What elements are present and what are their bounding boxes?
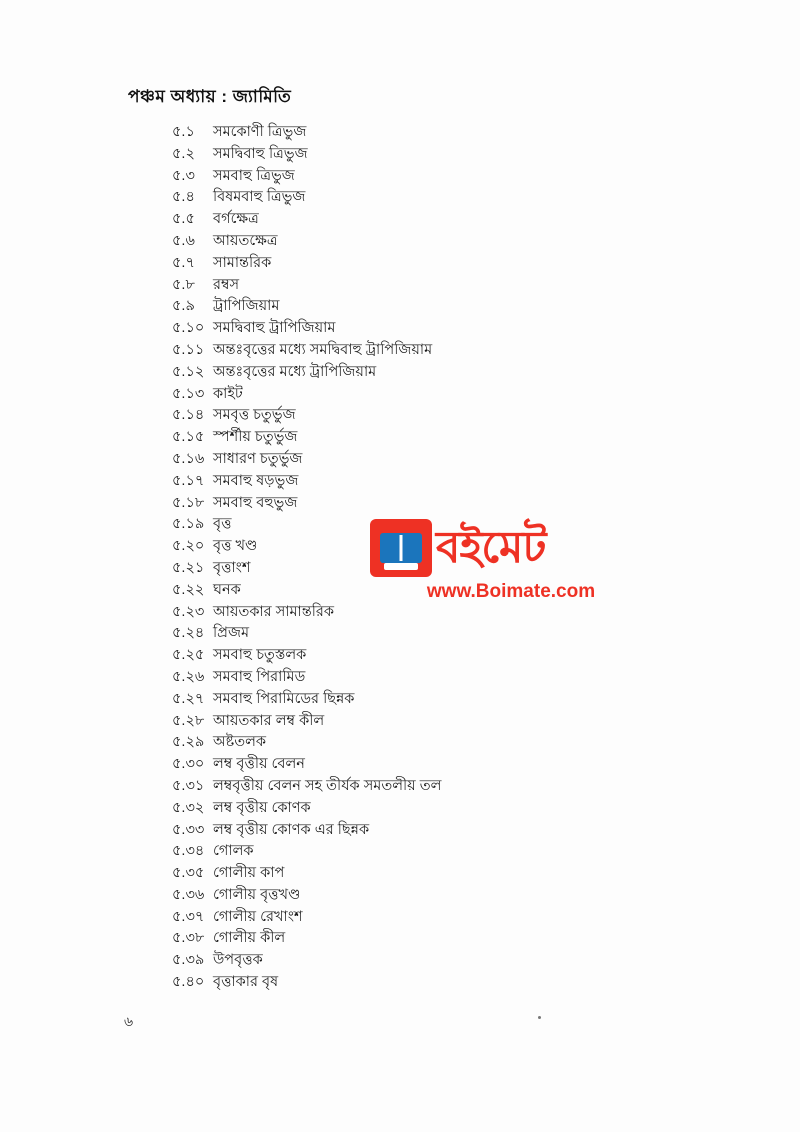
list-item xyxy=(172,580,688,602)
list-item xyxy=(172,798,688,820)
list-item xyxy=(172,950,688,972)
toc-item-number: ৫.৮ xyxy=(172,276,195,293)
list-item xyxy=(172,754,688,776)
toc-item-number: ৫.২৯ xyxy=(172,734,205,751)
toc-item-number: ৫.২০ xyxy=(172,538,205,555)
toc-item-number: ৫.৩১ xyxy=(172,777,205,794)
toc-item-number: ৫.১৭ xyxy=(172,472,205,489)
toc-item-number: ৫.১৫ xyxy=(172,429,205,446)
toc-item-number: ৫.২ xyxy=(172,145,195,162)
list-item xyxy=(172,231,688,253)
toc-item-label: লম্ব বৃত্তীয় কোণক xyxy=(213,799,311,816)
toc-item-number: ৫.২৪ xyxy=(172,625,205,642)
toc-item-label: সমবৃত্ত চতুর্ভুজ xyxy=(213,407,296,424)
list-item xyxy=(172,732,688,754)
toc-item-number: ৫.১৬ xyxy=(172,450,205,467)
toc-item-label: সমবাহু ষড়ভুজ xyxy=(213,472,299,489)
list-item xyxy=(172,689,688,711)
toc-item-label: সামান্তরিক xyxy=(213,254,272,271)
toc-item-number: ৫.১৯ xyxy=(172,516,205,533)
toc-item-number: ৫.৫ xyxy=(172,211,195,228)
toc-item-number: ৫.৩৪ xyxy=(172,843,205,860)
list-item xyxy=(172,166,688,188)
list-item xyxy=(172,602,688,624)
toc-item-number: ৫.৩ xyxy=(172,167,195,184)
toc-item-number: ৫.৯ xyxy=(172,298,195,315)
toc-item-number: ৫.৩০ xyxy=(172,756,205,773)
toc-item-label: অষ্টতলক xyxy=(213,734,267,751)
toc-item-label: আয়তকার সামান্তরিক xyxy=(213,603,334,620)
toc-item-label: গোলক xyxy=(213,843,254,860)
toc-item-number: ৫.৭ xyxy=(172,254,195,271)
toc-item-number: ৫.৩৭ xyxy=(172,908,205,925)
list-item xyxy=(172,253,688,275)
toc-item-number: ৫.২১ xyxy=(172,559,205,576)
toc-item-number: ৫.৩৯ xyxy=(172,952,205,969)
toc-item-label: গোলীয় রেখাংশ xyxy=(213,908,303,925)
toc-item-label: সমবাহু পিরামিডের ছিন্নক xyxy=(213,690,355,707)
toc-item-label: কাইট xyxy=(213,385,243,402)
page-number: ৬ xyxy=(124,1013,134,1029)
toc-item-label: ঘনক xyxy=(213,581,241,598)
toc-item-number: ৫.৩৫ xyxy=(172,865,205,882)
toc-item-label: গোলীয় বৃত্তখণ্ড xyxy=(213,886,301,903)
toc-item-label: সমবাহু ত্রিভুজ xyxy=(213,167,295,184)
toc-item-label: উপবৃত্তক xyxy=(213,952,263,969)
toc-item-number: ৫.৪০ xyxy=(172,974,205,991)
toc-item-label: সমদ্বিবাহু ট্রাপিজিয়াম xyxy=(213,320,336,337)
list-item xyxy=(172,820,688,842)
watermark-url: www.Boimate.com xyxy=(426,581,596,602)
toc-item-number: ৫.৩২ xyxy=(172,799,205,816)
list-item xyxy=(172,340,688,362)
toc-item-label: গোলীয় কাপ xyxy=(213,865,285,882)
toc-item-label: সমকোণী ত্রিভুজ xyxy=(213,124,307,140)
list-item xyxy=(172,449,688,471)
toc-item-number: ৫.২৫ xyxy=(172,647,205,664)
toc-item-label: অন্তঃবৃত্তের মধ্যে ট্রাপিজিয়াম xyxy=(213,363,377,380)
list-item xyxy=(172,667,688,689)
toc-item-label: বিষমবাহু ত্রিভুজ xyxy=(213,189,306,206)
toc-item-number: ৫.১৩ xyxy=(172,385,205,402)
toc-item-number: ৫.২৮ xyxy=(172,712,205,729)
toc-item-number: ৫.৩৮ xyxy=(172,930,205,947)
toc-item-label: রম্বস xyxy=(213,276,240,293)
list-item xyxy=(172,209,688,231)
toc-item-number: ৫.১০ xyxy=(172,320,205,337)
list-item xyxy=(172,776,688,798)
toc-item-number: ৫.২২ xyxy=(172,581,205,598)
toc-item-label: স্পর্শীয় চতুর্ভুজ xyxy=(213,429,298,446)
list-item xyxy=(172,384,688,406)
footer-dot xyxy=(538,1016,541,1019)
toc-item-label: সাধারণ চতুর্ভুজ xyxy=(213,450,303,467)
toc-item-number: ৫.১৪ xyxy=(172,407,205,424)
toc-item-label: সমদ্বিবাহু ত্রিভুজ xyxy=(213,145,308,162)
toc-item-number: ৫.১৮ xyxy=(172,494,205,511)
toc-item-label: অন্তঃবৃত্তের মধ্যে সমদ্বিবাহু ট্রাপিজিয়াম xyxy=(213,341,433,358)
list-item xyxy=(172,318,688,340)
toc-item-number: ৫.১২ xyxy=(172,363,205,380)
toc-item-label: প্রিজম xyxy=(213,625,249,642)
list-item xyxy=(172,972,688,994)
list-item xyxy=(172,275,688,297)
list-item xyxy=(172,514,688,536)
list-item xyxy=(172,122,688,144)
toc-item-label: সমবাহু পিরামিড xyxy=(213,668,306,685)
list-item xyxy=(172,841,688,863)
toc-item-label: লম্ববৃত্তীয় বেলন সহ তীর্যক সমতলীয় তল xyxy=(213,777,442,794)
list-item xyxy=(172,471,688,493)
toc-item-label: সমবাহু চতুস্তলক xyxy=(213,647,307,664)
toc-item-label: লম্ব বৃত্তীয় কোণক এর ছিন্নক xyxy=(213,821,370,838)
list-item xyxy=(172,645,688,667)
toc-item-label: বর্গক্ষেত্র xyxy=(213,211,259,228)
list-item xyxy=(172,187,688,209)
list-item xyxy=(172,362,688,384)
toc-item-label: ট্রাপিজিয়াম xyxy=(213,298,280,315)
list-item xyxy=(172,558,688,580)
list-item xyxy=(172,144,688,166)
toc-item-label: বৃত্তাংশ xyxy=(213,559,251,576)
toc-item-label: সমবাহু বহুভুজ xyxy=(213,494,298,511)
toc-item-number: ৫.২৭ xyxy=(172,690,205,707)
toc-item-label: গোলীয় কীল xyxy=(213,930,286,947)
toc-item-number: ৫.২৬ xyxy=(172,668,205,685)
toc-item-number: ৫.৪ xyxy=(172,189,195,206)
list-item xyxy=(172,296,688,318)
toc-item-label: আয়তকার লম্ব কীল xyxy=(213,712,325,729)
toc-item-label: আয়তক্ষেত্র xyxy=(213,232,278,249)
list-item xyxy=(172,863,688,885)
toc-item-label: বৃত্ত xyxy=(213,516,232,533)
toc-item-number: ৫.৬ xyxy=(172,232,195,249)
toc-item-number: ৫.২৩ xyxy=(172,603,205,620)
toc-item-number: ৫.১ xyxy=(172,124,195,140)
toc-item-label: লম্ব বৃত্তীয় বেলন xyxy=(213,756,305,773)
toc-item-label: বৃত্ত খণ্ড xyxy=(213,538,258,555)
toc-item-number: ৫.৩৬ xyxy=(172,886,205,903)
list-item xyxy=(172,536,688,558)
list-item xyxy=(172,907,688,929)
list-item xyxy=(172,711,688,733)
toc-item-label: বৃত্তাকার বৃষ xyxy=(213,974,279,991)
list-item xyxy=(172,405,688,427)
toc-item-number: ৫.৩৩ xyxy=(172,821,205,838)
watermark-brand: বইমেট xyxy=(436,523,546,572)
list-item xyxy=(172,493,688,515)
list-item xyxy=(172,623,688,645)
table-of-contents-list xyxy=(128,122,688,994)
list-item xyxy=(172,427,688,449)
toc-item-number: ৫.১১ xyxy=(172,341,205,358)
toc-content xyxy=(128,84,688,994)
page-title: পঞ্চম অধ্যায় : জ্যামিতি xyxy=(128,87,292,106)
list-item xyxy=(172,885,688,907)
list-item xyxy=(172,928,688,950)
